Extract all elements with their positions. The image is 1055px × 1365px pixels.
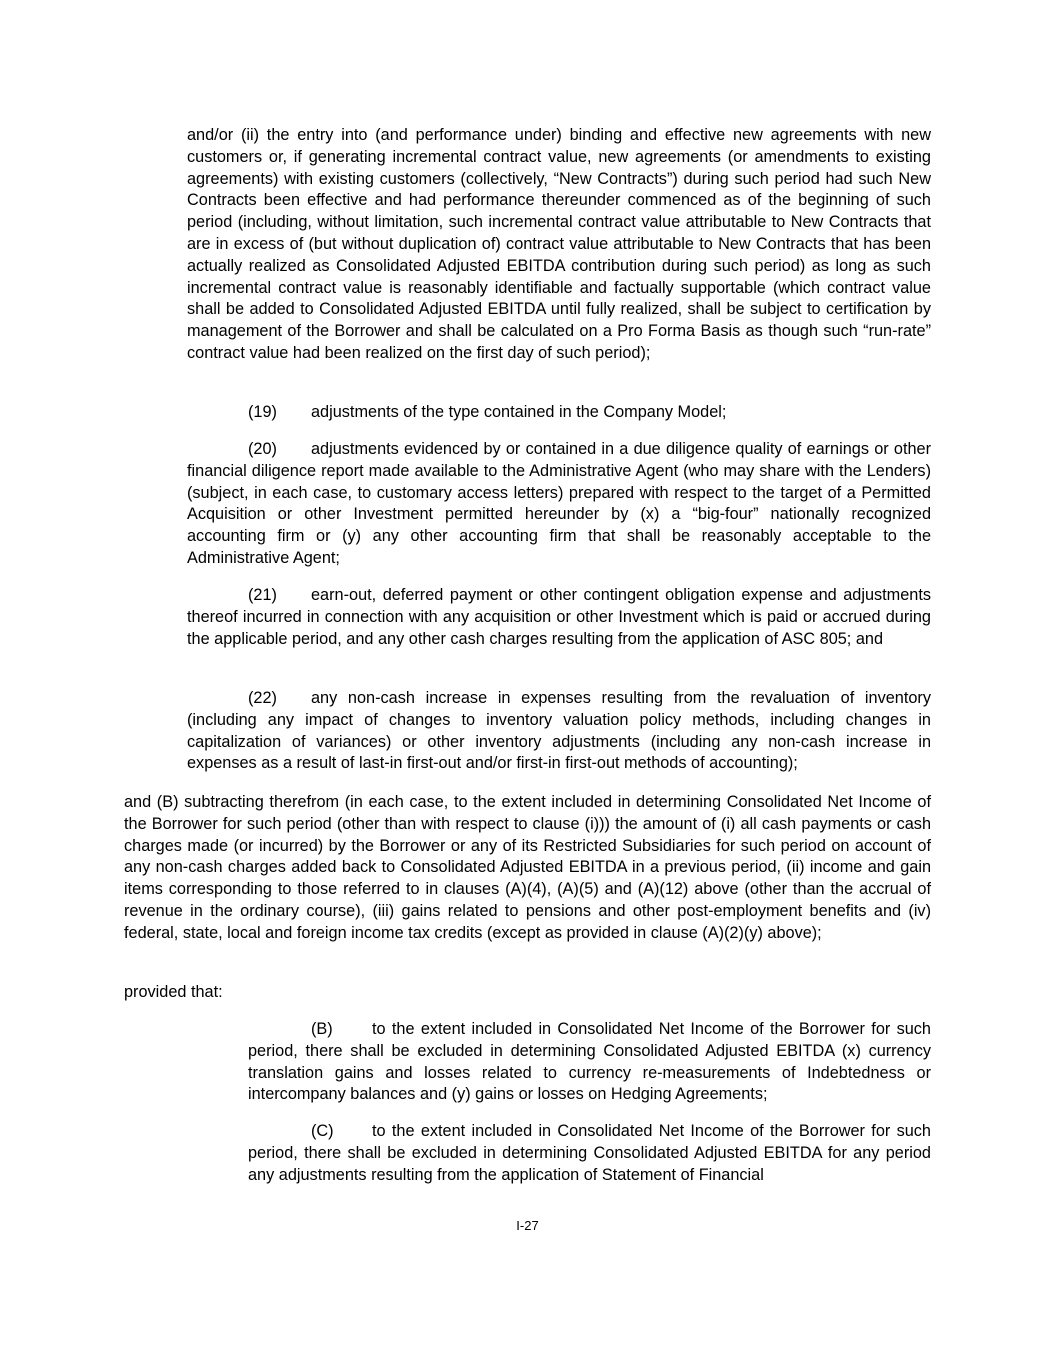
paragraph-19 <box>187 402 931 424</box>
paragraph-provided-that <box>124 982 931 1004</box>
paragraph-text: and/or (ii) the entry into (and performance under) binding and effective new agreements with new customers or, if generating incremental contract value, new agreements (or amendments to existing agreements) with existing customers (collectively, “New Contracts”) during such period had such New Contracts been effective and had performance thereunder commenced as of the beginning of such period (including, without limitation, such incremental contract value attributable to New Contracts that are in excess of (but without duplication of) contract value attributable to New Contracts that has been actually realized as Consolidated Adjusted EBITDA contribution during such period) as long as such incremental contract value is reasonably identifiable and factually supportable (which contract value shall be added to Consolidated Adjusted EBITDA until fully realized, shall be subject to certification by management of the Borrower and shall be calculated on a Pro Forma Basis as though such “run-rate” contract value had been realized on the first day of such period); <box>187 126 931 362</box>
paragraph-text: to the extent included in Consolidated Net Income of the Borrower for such period, there shall be excluded in determining Consolidated Adjusted EBITDA (x) currency translation gains and losses related to currency re-measurements of Indebtedness or intercompany balances and (y) gains or losses on Hedging Agreements; <box>248 1020 931 1104</box>
paragraph-text: any non-cash increase in expenses resulting from the revaluation of inventory (including any impact of changes to inventory valuation policy methods, including changes in capitalization of variances) or other inventory adjustments (including any non-cash increase in expenses as a result of last-in first-out and/or first-in first-out methods of accounting); <box>187 689 931 773</box>
paragraph-text: and (B) subtracting therefrom (in each case, to the extent included in determining Consolidated Net Income of the Borrower for such period (other than with respect to clause (i))) the amount of (i) all cash payments or cash charges made (or incurred) by the Borrower or any of its Restricted Subsidiaries for such period on account of any non-cash charges added back to Consolidated Adjusted EBITDA in a previous period, (ii) income and gain items corresponding to those referred to in clauses (A)(4), (A)(5) and (A)(12) above (other than the accrual of revenue in the ordinary course), (iii) gains related to pensions and other post-employment benefits and (iv) federal, state, local and foreign income tax credits (except as provided in clause (A)(2)(y) above); <box>124 793 931 942</box>
clause-number: (21) <box>248 586 277 604</box>
paragraph-22 <box>187 688 931 775</box>
clause-number: (22) <box>248 689 277 707</box>
paragraph-C <box>248 1121 931 1186</box>
paragraph-21 <box>187 585 931 650</box>
clause-number: (B) <box>311 1020 333 1038</box>
paragraph-B <box>248 1019 931 1106</box>
paragraph-text: adjustments evidenced by or contained in a due diligence quality of earnings or other financial diligence report made available to the Administrative Agent (who may share with the Lenders) (subject, in each case, to customary access letters) prepared with respect to the target of a Permitted Acquisition or other Investment permitted hereunder by (x) a “big-four” nationally recognized accounting firm or (y) any other accounting firm that shall be reasonably acceptable to the Administrative Agent; <box>187 440 931 567</box>
paragraph-text: earn-out, deferred payment or other contingent obligation expense and adjustments thereof incurred in connection with any acquisition or other Investment which is paid or accrued during the applicable period, and any other cash charges resulting from the application of ASC 805; and <box>187 586 931 648</box>
clause-number: (19) <box>248 403 277 421</box>
clause-number: (20) <box>248 440 277 458</box>
clause-number: (C) <box>311 1122 334 1140</box>
paragraph-text: to the extent included in Consolidated Net Income of the Borrower for such period, there shall be excluded in determining Consolidated Adjusted EBITDA for any period any adjustments resulting from the application of Statement of Financial <box>248 1122 931 1184</box>
paragraph-continuation <box>187 125 931 365</box>
page-number: I-27 <box>516 1218 539 1233</box>
paragraph-text: provided that: <box>124 983 223 1001</box>
paragraph-text: adjustments of the type contained in the Company Model; <box>311 403 727 421</box>
paragraph-subtracting <box>124 792 931 945</box>
paragraph-20 <box>187 439 931 570</box>
